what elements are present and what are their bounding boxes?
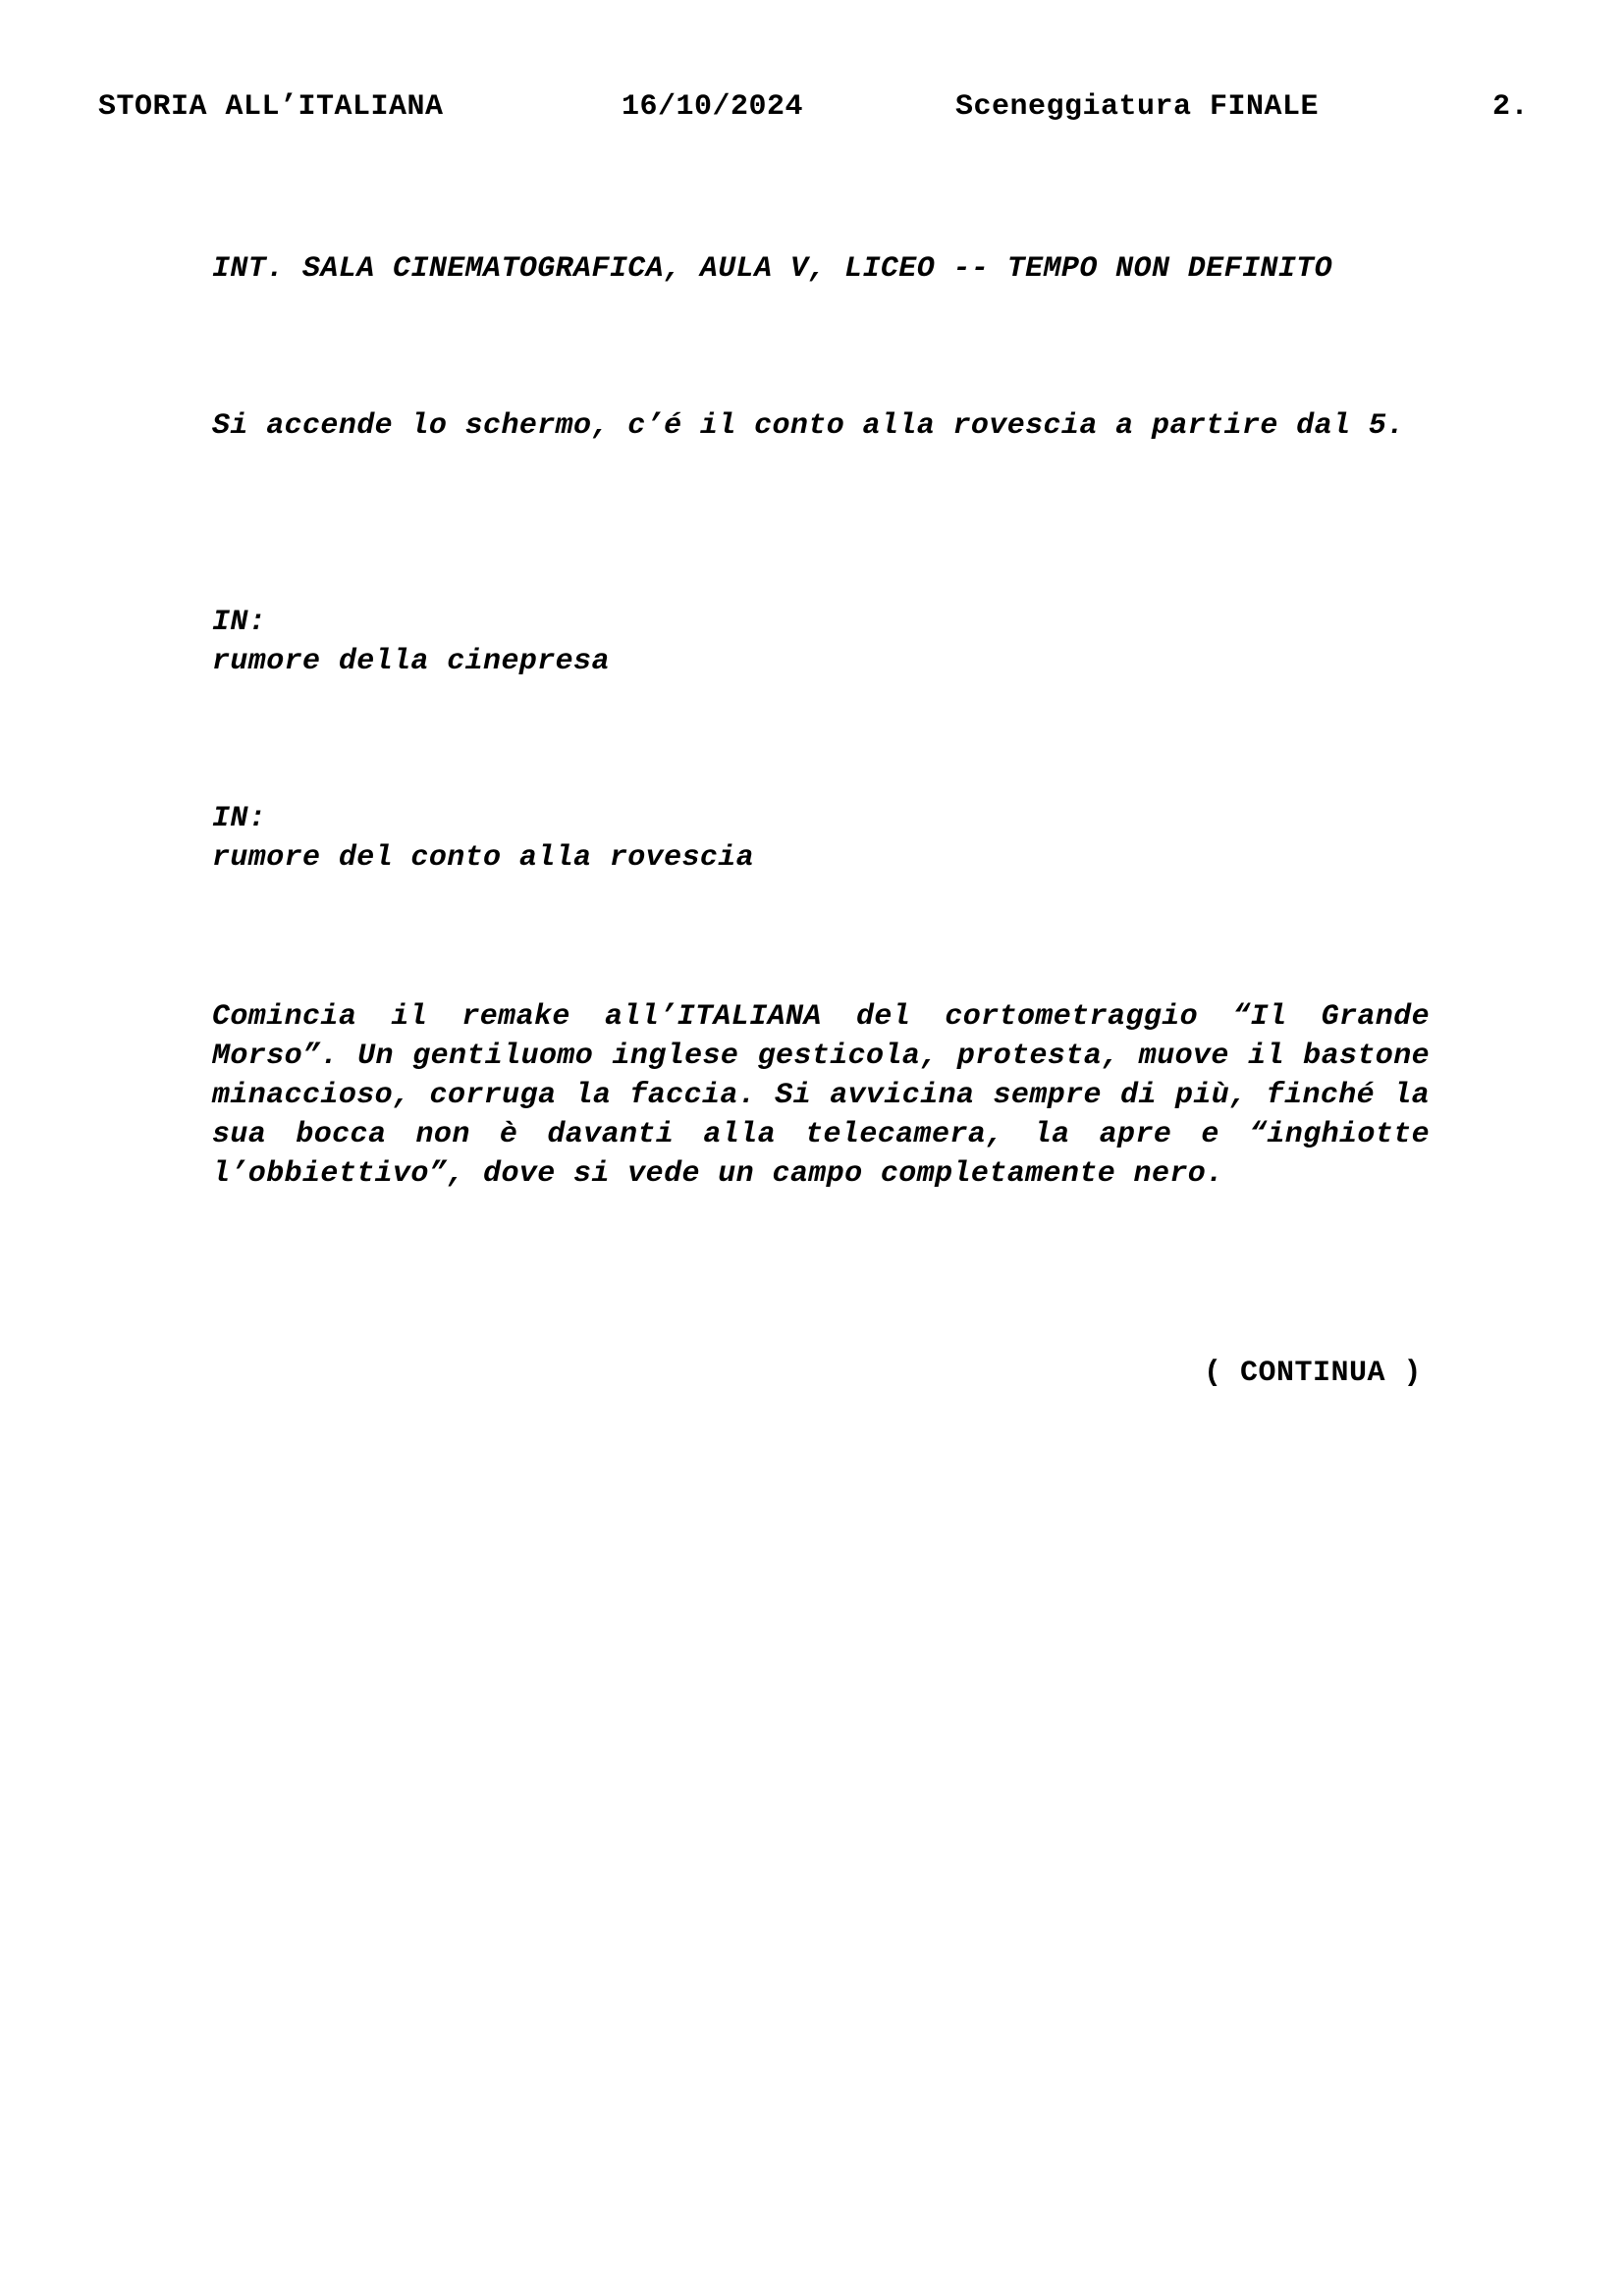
revision-date: 16/10/2024 [622,90,804,124]
insert-text: rumore del conto alla rovescia [212,841,755,875]
insert-block-2 [212,799,1430,878]
action-paragraph-2: Comincia il remake all’ITALIANA del cortometraggio “Il Grande Morso”. Un gentiluomo inglese gesticola, protesta, muove il bastone minaccioso, corruga la faccia. Si avvicina sempre di più, finché la sua bocca non è davanti alla telecamera, la apre e “inghiotte l’obbiettivo”, dove si vede un campo completamente nero. [212,1000,1430,1191]
page-header [98,90,1532,130]
insert-text: rumore della cinepresa [212,645,610,678]
draft-label: Sceneggiatura FINALE [955,90,1320,124]
action-paragraph-1: Si accende lo schermo, c’é il conto alla rovescia a partire dal 5. [212,409,1405,443]
page-number: 2. [1492,90,1530,124]
scene-heading: INT. SALA CINEMATOGRAFICA, AULA V, LICEO -- TEMPO NON DEFINITO [212,252,1332,286]
insert-block-1 [212,603,1430,681]
continued-marker: ( CONTINUA ) [1203,1357,1422,1390]
insert-label: IN: [212,606,267,639]
insert-label: IN: [212,802,267,835]
script-title: STORIA ALL’ITALIANA [98,90,444,124]
